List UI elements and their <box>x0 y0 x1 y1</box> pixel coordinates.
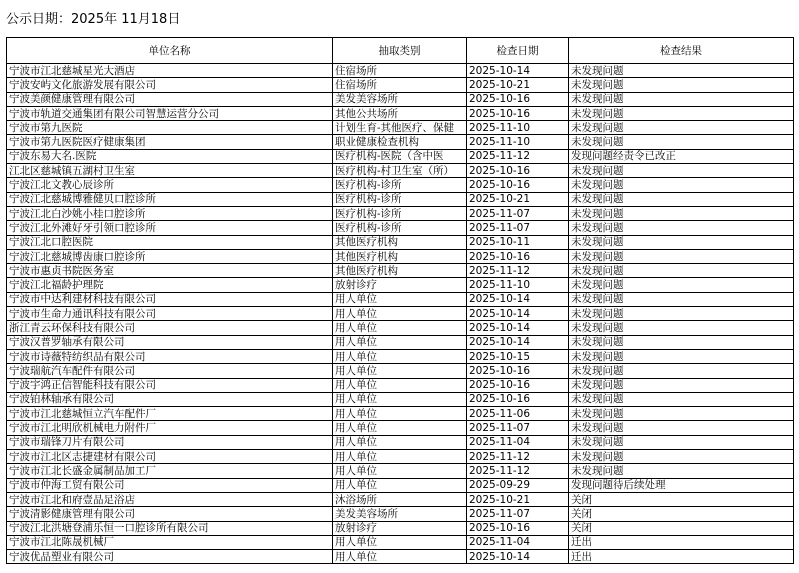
inspection-date-cell: 2025-10-15 <box>467 349 569 363</box>
category-cell: 住宿场所 <box>333 64 467 78</box>
unit-name-cell: 江北区慈城镇五湖村卫生室 <box>7 164 333 178</box>
table-row <box>7 550 794 564</box>
unit-name-cell: 宁波市第九医院医疗健康集团 <box>7 135 333 149</box>
table-row <box>7 507 794 521</box>
category-cell: 用人单位 <box>333 535 467 549</box>
inspection-date-cell: 2025-10-16 <box>467 378 569 392</box>
category-cell: 其他医疗机构 <box>333 235 467 249</box>
result-cell: 未发现问题 <box>569 364 794 378</box>
unit-name-cell: 宁波江北外滩好牙引领口腔诊所 <box>7 221 333 235</box>
table-row <box>7 450 794 464</box>
inspection-results-table <box>6 37 794 564</box>
inspection-date-cell: 2025-09-29 <box>467 478 569 492</box>
category-cell: 用人单位 <box>333 292 467 306</box>
category-cell: 用人单位 <box>333 450 467 464</box>
unit-name-cell: 宁波市中达利建材科技有限公司 <box>7 292 333 306</box>
table-row <box>7 164 794 178</box>
category-cell: 计划生育-其他医疗、保健 <box>333 121 467 135</box>
unit-name-cell: 宁波市生命力通讯科技有限公司 <box>7 307 333 321</box>
publication-date-value: 2025年 11月18日 <box>71 12 181 27</box>
table-row <box>7 149 794 163</box>
unit-name-cell: 宁波美颜健康管理有限公司 <box>7 92 333 106</box>
table-body <box>7 64 794 564</box>
result-cell: 未发现问题 <box>569 335 794 349</box>
result-cell: 未发现问题 <box>569 164 794 178</box>
unit-name-cell: 宁波优品塑业有限公司 <box>7 550 333 564</box>
category-cell: 用人单位 <box>333 407 467 421</box>
table-row <box>7 392 794 406</box>
table-row <box>7 421 794 435</box>
category-cell: 用人单位 <box>333 478 467 492</box>
result-cell: 未发现问题 <box>569 106 794 120</box>
result-cell: 未发现问题 <box>569 135 794 149</box>
inspection-date-cell: 2025-10-16 <box>467 106 569 120</box>
category-cell: 用人单位 <box>333 364 467 378</box>
unit-name-cell: 宁波市诗薇特纺织品有限公司 <box>7 349 333 363</box>
table-row <box>7 206 794 220</box>
result-cell: 未发现问题 <box>569 349 794 363</box>
category-cell: 医疗机构-村卫生室（所） <box>333 164 467 178</box>
inspection-date-cell: 2025-11-12 <box>467 149 569 163</box>
inspection-date-cell: 2025-11-12 <box>467 450 569 464</box>
inspection-date-cell: 2025-10-16 <box>467 521 569 535</box>
table-row <box>7 364 794 378</box>
category-cell: 医疗机构-诊所 <box>333 206 467 220</box>
result-cell: 关闭 <box>569 507 794 521</box>
category-cell: 医疗机构-诊所 <box>333 221 467 235</box>
table-row <box>7 335 794 349</box>
inspection-date-cell: 2025-10-16 <box>467 92 569 106</box>
category-cell: 用人单位 <box>333 421 467 435</box>
unit-name-cell: 宁波市江北明欣机械电力附件厂 <box>7 421 333 435</box>
unit-name-cell: 宁波市江北慈城恒立汽车配件厂 <box>7 407 333 421</box>
table-row <box>7 435 794 449</box>
unit-name-cell: 宁波江北文教心辰诊所 <box>7 178 333 192</box>
category-cell: 其他医疗机构 <box>333 264 467 278</box>
unit-name-cell: 宁波东易大名.医院 <box>7 149 333 163</box>
unit-name-cell: 浙江青云环保科技有限公司 <box>7 321 333 335</box>
result-cell: 关闭 <box>569 492 794 506</box>
result-cell: 未发现问题 <box>569 407 794 421</box>
table-row <box>7 192 794 206</box>
category-cell: 用人单位 <box>333 335 467 349</box>
result-cell: 未发现问题 <box>569 421 794 435</box>
publication-date <box>6 12 180 28</box>
category-cell: 美发美容场所 <box>333 92 467 106</box>
inspection-date-cell: 2025-11-04 <box>467 535 569 549</box>
column-header-result: 检查结果 <box>569 38 794 64</box>
result-cell: 关闭 <box>569 521 794 535</box>
inspection-date-cell: 2025-11-10 <box>467 121 569 135</box>
table-row <box>7 221 794 235</box>
inspection-date-cell: 2025-11-10 <box>467 278 569 292</box>
inspection-date-cell: 2025-11-04 <box>467 435 569 449</box>
category-cell: 放射诊疗 <box>333 521 467 535</box>
table-row <box>7 492 794 506</box>
inspection-date-cell: 2025-11-07 <box>467 206 569 220</box>
inspection-date-cell: 2025-11-07 <box>467 507 569 521</box>
result-cell: 发现问题经责令已改正 <box>569 149 794 163</box>
inspection-date-cell: 2025-11-10 <box>467 135 569 149</box>
result-cell: 未发现问题 <box>569 206 794 220</box>
result-cell: 未发现问题 <box>569 64 794 78</box>
unit-name-cell: 宁波清影健康管理有限公司 <box>7 507 333 521</box>
inspection-date-cell: 2025-11-12 <box>467 464 569 478</box>
inspection-date-cell: 2025-10-14 <box>467 307 569 321</box>
unit-name-cell: 宁波江北慈城博雅健贝口腔诊所 <box>7 192 333 206</box>
table-row <box>7 78 794 92</box>
unit-name-cell: 宁波市第九医院 <box>7 121 333 135</box>
table-row <box>7 106 794 120</box>
inspection-date-cell: 2025-10-16 <box>467 364 569 378</box>
result-cell: 未发现问题 <box>569 307 794 321</box>
unit-name-cell: 宁波铂林轴承有限公司 <box>7 392 333 406</box>
unit-name-cell: 宁波市江北区志捷建材有限公司 <box>7 450 333 464</box>
category-cell: 医疗机构-诊所 <box>333 192 467 206</box>
inspection-date-cell: 2025-10-16 <box>467 178 569 192</box>
inspection-date-cell: 2025-10-14 <box>467 321 569 335</box>
table-row <box>7 249 794 263</box>
table-row <box>7 178 794 192</box>
category-cell: 用人单位 <box>333 378 467 392</box>
table-row <box>7 407 794 421</box>
unit-name-cell: 宁波汉普罗轴承有限公司 <box>7 335 333 349</box>
category-cell: 医疗机构-诊所 <box>333 178 467 192</box>
category-cell: 医疗机构-医院（含中医 <box>333 149 467 163</box>
category-cell: 用人单位 <box>333 392 467 406</box>
result-cell: 未发现问题 <box>569 249 794 263</box>
inspection-date-cell: 2025-11-07 <box>467 221 569 235</box>
column-header-inspection-date: 检查日期 <box>467 38 569 64</box>
result-cell: 未发现问题 <box>569 378 794 392</box>
category-cell: 职业健康检查机构 <box>333 135 467 149</box>
result-cell: 未发现问题 <box>569 78 794 92</box>
table-row <box>7 307 794 321</box>
table-row <box>7 464 794 478</box>
result-cell: 未发现问题 <box>569 92 794 106</box>
result-cell: 未发现问题 <box>569 121 794 135</box>
unit-name-cell: 宁波江北口腔医院 <box>7 235 333 249</box>
unit-name-cell: 宁波市轨道交通集团有限公司智慧运营分公司 <box>7 106 333 120</box>
result-cell: 未发现问题 <box>569 392 794 406</box>
unit-name-cell: 宁波市仲海工贸有限公司 <box>7 478 333 492</box>
table-row <box>7 321 794 335</box>
table-row <box>7 349 794 363</box>
result-cell: 未发现问题 <box>569 192 794 206</box>
inspection-date-cell: 2025-10-16 <box>467 392 569 406</box>
result-cell: 迁出 <box>569 535 794 549</box>
unit-name-cell: 宁波江北慈城博齿康口腔诊所 <box>7 249 333 263</box>
result-cell: 未发现问题 <box>569 464 794 478</box>
column-header-category: 抽取类别 <box>333 38 467 64</box>
category-cell: 美发美容场所 <box>333 507 467 521</box>
result-cell: 未发现问题 <box>569 221 794 235</box>
column-header-unit-name: 单位名称 <box>7 38 333 64</box>
table-row <box>7 378 794 392</box>
inspection-date-cell: 2025-10-14 <box>467 292 569 306</box>
category-cell: 用人单位 <box>333 435 467 449</box>
unit-name-cell: 宁波市瑞锋刀片有限公司 <box>7 435 333 449</box>
unit-name-cell: 宁波市江北慈城星光大酒店 <box>7 64 333 78</box>
category-cell: 其他公共场所 <box>333 106 467 120</box>
inspection-date-cell: 2025-10-16 <box>467 164 569 178</box>
category-cell: 用人单位 <box>333 464 467 478</box>
result-cell: 未发现问题 <box>569 450 794 464</box>
unit-name-cell: 宁波江北福龄护理院 <box>7 278 333 292</box>
category-cell: 用人单位 <box>333 321 467 335</box>
table-row <box>7 264 794 278</box>
table-row <box>7 478 794 492</box>
inspection-date-cell: 2025-11-12 <box>467 264 569 278</box>
table-row <box>7 292 794 306</box>
category-cell: 用人单位 <box>333 307 467 321</box>
result-cell: 未发现问题 <box>569 264 794 278</box>
inspection-date-cell: 2025-10-21 <box>467 492 569 506</box>
unit-name-cell: 宁波安屿文化旅游发展有限公司 <box>7 78 333 92</box>
category-cell: 用人单位 <box>333 349 467 363</box>
unit-name-cell: 宁波江北白沙姚小桂口腔诊所 <box>7 206 333 220</box>
table-row <box>7 235 794 249</box>
inspection-date-cell: 2025-10-16 <box>467 249 569 263</box>
table-row <box>7 535 794 549</box>
table-header-row <box>7 38 794 64</box>
table-row <box>7 135 794 149</box>
result-cell: 未发现问题 <box>569 292 794 306</box>
result-cell: 未发现问题 <box>569 321 794 335</box>
table-row <box>7 121 794 135</box>
inspection-date-cell: 2025-10-21 <box>467 78 569 92</box>
inspection-date-cell: 2025-10-14 <box>467 335 569 349</box>
inspection-date-cell: 2025-10-21 <box>467 192 569 206</box>
unit-name-cell: 宁波市惠贞书院医务室 <box>7 264 333 278</box>
result-cell: 未发现问题 <box>569 235 794 249</box>
unit-name-cell: 宁波宇鸿正信智能科技有限公司 <box>7 378 333 392</box>
unit-name-cell: 宁波江北洪塘登浦乐恒一口腔诊所有限公司 <box>7 521 333 535</box>
category-cell: 沐浴场所 <box>333 492 467 506</box>
publication-date-label: 公示日期： <box>6 12 72 27</box>
table-row <box>7 521 794 535</box>
unit-name-cell: 宁波瑞航汽车配件有限公司 <box>7 364 333 378</box>
inspection-date-cell: 2025-10-11 <box>467 235 569 249</box>
unit-name-cell: 宁波市江北和府壹品足浴店 <box>7 492 333 506</box>
table-row <box>7 64 794 78</box>
table-row <box>7 92 794 106</box>
result-cell: 未发现问题 <box>569 178 794 192</box>
category-cell: 放射诊疗 <box>333 278 467 292</box>
unit-name-cell: 宁波市江北陈晟机械厂 <box>7 535 333 549</box>
unit-name-cell: 宁波市江北长盛金属制品加工厂 <box>7 464 333 478</box>
category-cell: 用人单位 <box>333 550 467 564</box>
result-cell: 未发现问题 <box>569 435 794 449</box>
inspection-date-cell: 2025-10-14 <box>467 550 569 564</box>
category-cell: 其他医疗机构 <box>333 249 467 263</box>
inspection-date-cell: 2025-11-07 <box>467 421 569 435</box>
inspection-date-cell: 2025-11-06 <box>467 407 569 421</box>
result-cell: 迁出 <box>569 550 794 564</box>
inspection-date-cell: 2025-10-14 <box>467 64 569 78</box>
table-row <box>7 278 794 292</box>
result-cell: 发现问题待后续处理 <box>569 478 794 492</box>
category-cell: 住宿场所 <box>333 78 467 92</box>
result-cell: 未发现问题 <box>569 278 794 292</box>
